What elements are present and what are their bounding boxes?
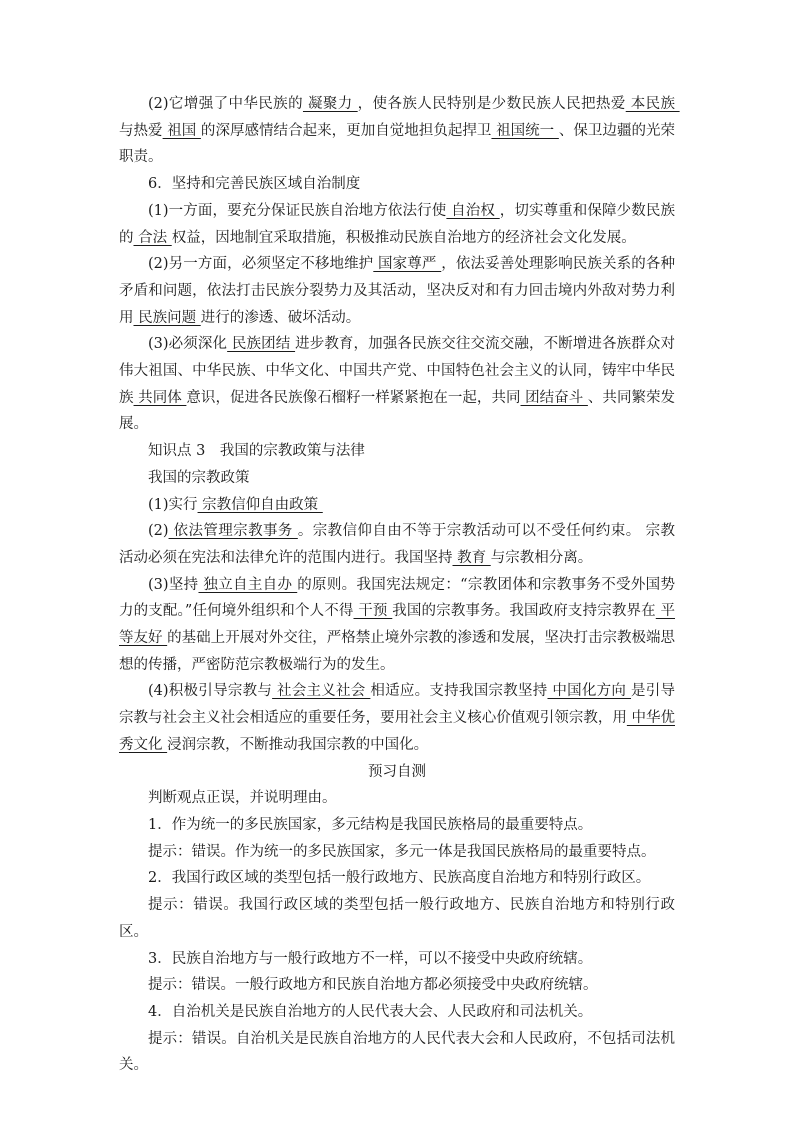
paragraph bbox=[119, 972, 675, 999]
paragraph bbox=[119, 865, 675, 892]
text-run: 我国的宗教政策 bbox=[148, 469, 250, 486]
text-run: 相适应。支持我国宗教坚持 bbox=[370, 683, 548, 700]
paragraph bbox=[119, 1026, 675, 1079]
text-run: 6．坚持和完善民族区域自治制度 bbox=[148, 176, 361, 193]
underlined-answer: 依法管理宗教事务 bbox=[168, 523, 298, 540]
text-run: ，依法妥善处理影响民族关系的各种矛盾和问题，依法打击民族分裂势力及其活动，坚决反对和有力回击境内外敌对势力利用 bbox=[119, 256, 676, 326]
underlined-answer: 团结奋斗 bbox=[520, 389, 588, 406]
text-run: 判断观点正误，并说明理由。 bbox=[148, 790, 337, 807]
underlined-answer: 民族团结 bbox=[227, 336, 296, 353]
text-run: (3)坚持 bbox=[148, 576, 199, 593]
text-run: 1．作为统一的多民族国家，多元结构是我国民族格局的最重要特点。 bbox=[148, 816, 593, 833]
underlined-answer: 国家尊严 bbox=[373, 256, 442, 273]
text-run: 、保卫边疆的光荣职责。 bbox=[119, 122, 676, 166]
paragraph bbox=[119, 171, 675, 198]
text-run: (2)另一方面，必须坚定不移地维护 bbox=[148, 256, 374, 273]
text-run: (3)必须深化 bbox=[148, 336, 228, 353]
text-run: 知识点 3 我国的宗教政策与法律 bbox=[148, 443, 365, 460]
text-run: 提示：错误。自治机关是民族自治地方的人民代表大会和人民政府，不包括司法机关。 bbox=[119, 1030, 675, 1074]
underlined-answer: 祖国 bbox=[162, 122, 201, 139]
paragraph bbox=[119, 518, 675, 571]
text-run: 4．自治机关是民族自治地方的人民代表大会、人民政府和司法机关。 bbox=[148, 1003, 593, 1020]
underlined-answer: 中国化方向 bbox=[547, 683, 632, 700]
text-run: 3．民族自治地方与一般行政地方不一样，可以不接受中央政府统辖。 bbox=[148, 950, 593, 967]
underlined-answer: 合法 bbox=[133, 229, 172, 246]
text-run: 预习自测 bbox=[368, 763, 426, 780]
text-run: 我国的宗教事务。我国政府支持宗教界在 bbox=[392, 603, 656, 620]
paragraph bbox=[119, 812, 675, 839]
text-run: 2．我国行政区域的类型包括一般行政地方、民族高度自治地方和特别行政区。 bbox=[148, 870, 651, 887]
paragraph bbox=[119, 572, 675, 679]
text-run: ，切实尊重和保障少数民族的 bbox=[119, 202, 675, 246]
paragraph bbox=[119, 251, 675, 331]
paragraph bbox=[119, 438, 675, 465]
text-run: 提示：错误。作为统一的多民族国家，多元一体是我国民族格局的最重要特点。 bbox=[148, 843, 656, 860]
text-run: (2) bbox=[148, 523, 169, 540]
text-run: 与热爱 bbox=[119, 122, 163, 139]
text-run: 与宗教相分离。 bbox=[490, 549, 593, 566]
text-run: 的深厚感情结合起来，更加自觉地担负起捍卫 bbox=[200, 122, 492, 139]
paragraph bbox=[119, 91, 680, 171]
paragraph bbox=[119, 678, 675, 758]
text-run: (4)积极引导宗教与 bbox=[148, 683, 273, 700]
paragraph bbox=[119, 946, 675, 973]
underlined-answer: 共同体 bbox=[133, 389, 187, 406]
underlined-answer: 宗教信仰自由政策 bbox=[197, 496, 323, 513]
underlined-answer: 本民族 bbox=[625, 96, 680, 112]
underlined-answer: 社会主义社会 bbox=[272, 683, 371, 700]
underlined-answer: 祖国统一 bbox=[491, 122, 559, 139]
underlined-answer: 干预 bbox=[353, 603, 393, 620]
document-body bbox=[119, 91, 680, 1079]
paragraph bbox=[119, 465, 675, 492]
text-run: ，使各族人民特别是少数民族人民把热爱 bbox=[357, 96, 626, 112]
underlined-answer: 中华优秀文化 bbox=[119, 710, 675, 753]
paragraph bbox=[119, 892, 675, 945]
underlined-answer: 民族问题 bbox=[133, 309, 201, 326]
underlined-answer: 自治权 bbox=[446, 202, 500, 219]
section-heading bbox=[119, 759, 675, 786]
paragraph bbox=[119, 198, 675, 251]
paragraph bbox=[119, 839, 675, 866]
text-run: 。宗教信仰自由不等于宗教活动可以不受任何约束。 宗教活动必须在宪法和法律允许的范围内进行。我国坚持 bbox=[119, 523, 676, 566]
text-run: 提示：错误。我国行政区域的类型包括一般行政地方、民族自治地方和特别行政区。 bbox=[119, 897, 675, 940]
paragraph bbox=[119, 331, 675, 438]
text-run: 是引导宗教与社会主义社会相适应的重要任务，要用社会主义核心价值观引领宗教，用 bbox=[119, 683, 676, 727]
text-run: (1)一方面，要充分保证民族自治地方依法行使 bbox=[148, 202, 447, 219]
underlined-answer: 独立自主自办 bbox=[198, 576, 298, 593]
paragraph bbox=[119, 999, 675, 1026]
text-run: (2)它增强了中华民族的 bbox=[148, 96, 303, 112]
text-run: 的原则。我国宪法规定：“宗教团体和宗教事务不受外国势力的支配。”任何境外组织和个人不得 bbox=[119, 576, 675, 620]
text-run: (1)实行 bbox=[148, 496, 198, 513]
text-run: 进行的渗透、破坏活动。 bbox=[200, 309, 361, 326]
text-run: 、共同繁荣发展。 bbox=[119, 389, 676, 433]
text-run: 提示：错误。一般行政地方和民族自治地方都必须接受中央政府统辖。 bbox=[148, 977, 598, 994]
paragraph bbox=[119, 785, 675, 812]
underlined-answer: 平等友好 bbox=[119, 603, 676, 647]
underlined-answer: 教育 bbox=[452, 549, 491, 566]
paragraph bbox=[119, 492, 675, 519]
underlined-answer: 凝聚力 bbox=[302, 96, 358, 112]
text-run: 的基础上开展对外交往，严格禁止境外宗教的渗透和发展，坚决打击宗教极端思想的传播，严密防范宗教极端行为的发生。 bbox=[119, 630, 676, 673]
text-run: 意识，促进各民族像石榴籽一样紧紧抱在一起，共同 bbox=[186, 389, 521, 406]
text-run: 浸润宗教，不断推动我国宗教的中国化。 bbox=[167, 736, 429, 753]
text-run: 权益，因地制宜采取措施，积极推动民族自治地方的经济社会文化发展。 bbox=[171, 229, 636, 246]
text-run: 进步教育，加强各民族交往交流交融，不断增进各族群众对伟大祖国、中华民族、中华文化、中国共产党、中国特色社会主义的认同，铸牢中华民族 bbox=[119, 336, 676, 406]
